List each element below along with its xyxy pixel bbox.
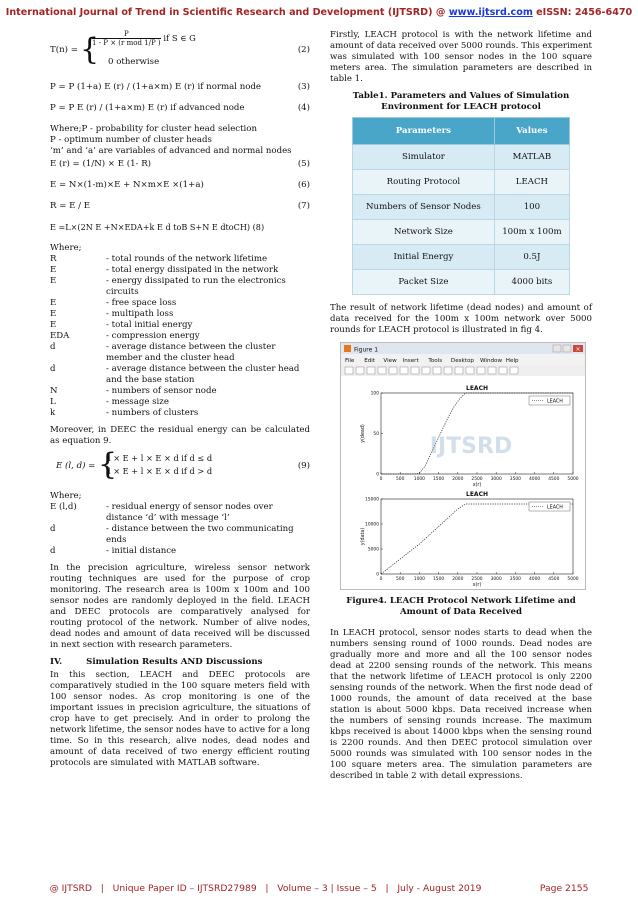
definition-list-2 [50, 502, 310, 557]
legend-entry: LEACH [547, 399, 563, 405]
eq9-brace: { [98, 447, 118, 482]
def-key: R [50, 254, 57, 264]
where-label: Where; [50, 243, 82, 253]
eq9-line1: l × E + l × E × d if d ≤ d [108, 453, 213, 463]
result-paragraph: The result of network lifetime (dead nodes) and amount of data received for the 100m x 100m network over 5000 rounds for LEACH protocol is illustrated in fig 4. [330, 303, 592, 335]
definition-row [50, 320, 310, 331]
table-caption: Table1. Parameters and Values of Simulation Environment for LEACH protocol [352, 91, 570, 112]
page-number: Page 2155 [539, 883, 589, 894]
eq2-num: P [92, 30, 161, 39]
menu-bar [341, 354, 585, 365]
def-key: E [50, 265, 57, 275]
eq4-number: (4) [297, 103, 310, 113]
y-tick-label: 15000 [365, 497, 379, 503]
eq9-number: (9) [297, 461, 310, 471]
save-icon[interactable] [367, 367, 375, 374]
plot-title: LEACH [466, 491, 488, 498]
def-value: - distance between the two communicating ends [106, 524, 294, 545]
table-cell: 100 [494, 195, 569, 220]
zoom-in-icon[interactable] [400, 367, 408, 374]
plot-title: LEACH [466, 385, 488, 392]
table-row [353, 220, 570, 245]
equation-7 [50, 201, 310, 212]
def-key: d [50, 364, 56, 374]
definition-row [50, 386, 310, 397]
journal-url-link[interactable]: www.ijtsrd.com [448, 7, 533, 18]
table-header-row [353, 118, 570, 145]
eq3-text: P = P (1+a) E (r) / (1+a×m) E (r) if normal node [50, 82, 262, 92]
eq2-den: 1 - P × (r mod 1/P ) [92, 39, 161, 47]
eq2-cond: if S ∈ G [163, 33, 196, 43]
deec-intro: Moreover, in DEEC the residual energy can be calculated as equation 9. [50, 425, 310, 446]
def-key: EDA [50, 331, 70, 341]
def-key: k [50, 408, 56, 418]
precision-paragraph: In the precision agriculture, wireless sensor network routing techniques are used for the purpose of crop monitoring. The research area is 100m x 100m and 100 sensor nodes are randomly deployed in the field. LEACH and DEEC protocols are comparatively analysed for routing protocol of the network. Number of alive nodes, dead nodes and amount of data received will be discussed in next section with research parameters. [50, 563, 310, 650]
x-tick-label: 2000 [452, 577, 464, 582]
eq5-text: E (r) = (1/N) × E (1- R) [50, 159, 152, 169]
eq7-text: R = E / E [50, 201, 91, 211]
y-tick-label: 0 [376, 572, 379, 578]
pan-icon[interactable] [422, 367, 430, 374]
def-key: L [50, 397, 56, 407]
table-cell: Routing Protocol [353, 170, 495, 195]
table-cell: LEACH [494, 170, 569, 195]
eq7-number: (7) [297, 201, 310, 211]
plot-tools-icon[interactable] [510, 367, 518, 374]
menu-item[interactable]: Insert [402, 358, 419, 364]
x-tick-label: 5000 [567, 477, 579, 482]
def-key: d [50, 342, 56, 352]
rotate-icon[interactable] [433, 367, 441, 374]
brush-icon[interactable] [455, 367, 463, 374]
journal-issn: eISSN: 2456-6470 [532, 7, 633, 18]
pointer-icon[interactable] [389, 367, 397, 374]
def-value: - message size [106, 397, 169, 407]
eq2-brace: { [80, 32, 100, 67]
x-tick-label: 4000 [529, 477, 541, 482]
new-file-icon[interactable] [345, 367, 353, 374]
def-value: - free space loss [106, 298, 177, 308]
section-paragraph: In this section, LEACH and DEEC protocols are comparatively studied in the 100 square meters field with 100 sensor nodes. As crop monitoring is one of the important issues in precision agriculture, the situations of crop have to get precisely. And in order to prolong the network lifetime, the sensor nodes have to active for a long time. So in this research, alive nodes, dead nodes and amount of data received of two energy efficient routing protocols are simulated with MATLAB software. [50, 670, 310, 768]
def-key: E [50, 309, 57, 319]
def-key: E (l,d) [50, 502, 77, 512]
equation-8 [50, 222, 310, 233]
colorbar-icon[interactable] [477, 367, 485, 374]
parameters-table [352, 117, 570, 295]
table-cell: 4000 bits [494, 270, 569, 295]
journal-name: International Journal of Trend in Scientific Research and Development (IJTSRD) [5, 7, 433, 18]
where-line: Where;P - probability for cluster head selection [50, 124, 257, 134]
y-axis-label: y(dead) [361, 424, 366, 443]
def-key: N [50, 386, 58, 396]
definition-row [50, 254, 310, 265]
discussion-paragraph: In LEACH protocol, sensor nodes starts to dead when the numbers sensing round of 1000 rounds. Dead nodes are gradually more and more and all the 100 sensor nodes dead at 2200 sensing rounds of the network. This means that the network lifetime of LEACH protocol is only 2200 sensing rounds of the network. When the first node dead of 1000 rounds, the amount of data received at the base station is about 5000 kbps. Data received increase when the numbers of sensing rounds increase. The maximum kbps received is about 14000 kbps when the sensing round is 2200 rounds. And then DEEC protocol simulation over 5000 rounds was simulated with 100 sensor nodes in the 100 square meters area. The simulation parameters are described in table 2 with detail expressions. [330, 628, 592, 781]
matlab-figure-svg [341, 343, 585, 589]
menu-item[interactable]: Help [505, 358, 519, 364]
eq2-lhs: T(n) = [50, 45, 78, 55]
x-axis-label: x(r) [472, 583, 482, 588]
def-value: - residual energy of sensor nodes over distance ‘d’ with message ‘l’ [106, 502, 273, 523]
definition-row [50, 546, 310, 557]
definition-row [50, 502, 310, 524]
def-value: - total energy dissipated in the network [106, 265, 279, 275]
print-icon[interactable] [378, 367, 386, 374]
x-tick-label: 4000 [529, 577, 541, 582]
equation-3 [50, 82, 310, 93]
definition-row [50, 309, 310, 320]
footer-text: @ IJTSRD | Unique Paper ID – IJTSRD27989 | Volume – 3 | Issue – 5 | July - August 2019 [49, 883, 482, 894]
definition-row [50, 524, 310, 546]
maximize-button[interactable] [563, 345, 571, 352]
def-key: E [50, 276, 57, 286]
close-icon: × [575, 346, 581, 353]
where-line: P - optimum number of cluster heads [50, 135, 212, 145]
def-value: - total initial energy [106, 320, 193, 330]
table-cell: 0.5J [494, 245, 569, 270]
table-cell: Network Size [353, 220, 495, 245]
def-value: - average distance between the cluster member and the cluster head [106, 342, 276, 363]
eq4-text: P = P E (r) / (1+a×m) E (r) if advanced node [50, 103, 245, 113]
definition-row [50, 331, 310, 342]
y-tick-label: 100 [370, 391, 379, 397]
table-row [353, 170, 570, 195]
matlab-logo-icon [344, 345, 351, 352]
minimize-button[interactable] [553, 345, 561, 352]
eq6-text: E = N×(1-m)×E + N×m×E ×(1+a) [50, 180, 204, 190]
menu-item[interactable]: View [383, 358, 397, 364]
x-tick-label: 4500 [548, 477, 560, 482]
table-cell: 100m x 100m [494, 220, 569, 245]
table-cell: MATLAB [494, 145, 569, 170]
table-cell: Numbers of Sensor Nodes [353, 195, 495, 220]
definition-row [50, 276, 310, 298]
eq2-fraction [92, 30, 196, 47]
where-line: ‘m’ and ‘a’ are variables of advanced and normal nodes [50, 146, 292, 156]
menu-item[interactable]: Desktop [450, 358, 474, 364]
legend-entry: LEACH [547, 505, 563, 511]
menu-item[interactable]: Window [480, 358, 503, 364]
def-key: E [50, 298, 57, 308]
equation-6 [50, 180, 310, 191]
section-heading: IV. Simulation Results AND Discussions [50, 657, 263, 667]
legend-icon[interactable] [488, 367, 496, 374]
where-block [50, 124, 310, 157]
x-tick-label: 2500 [471, 577, 483, 582]
menu-item[interactable]: File [345, 358, 355, 364]
table-row [353, 270, 570, 295]
definition-row [50, 397, 310, 408]
x-tick-label: 1000 [413, 577, 425, 582]
y-tick-label: 0 [376, 472, 379, 478]
eq5-number: (5) [297, 159, 310, 169]
grid-icon[interactable] [499, 367, 507, 374]
def-value: - numbers of clusters [106, 408, 199, 418]
x-tick-label: 2000 [452, 477, 464, 482]
watermark-text: IJTSRD [429, 434, 513, 459]
figure-caption: Figure4. LEACH Protocol Network Lifetime and Amount of Data Received [346, 596, 576, 617]
equation-4 [50, 103, 310, 114]
x-tick-label: 5000 [567, 577, 579, 582]
left-column [50, 30, 310, 775]
x-axis-label: x(r) [472, 483, 482, 488]
def-value: - average distance between the cluster head and the base station [106, 364, 300, 385]
table-cell: Packet Size [353, 270, 495, 295]
definition-list [50, 254, 310, 419]
y-tick-label: 50 [373, 432, 379, 437]
eq9-lhs: E (l, d) = [56, 461, 96, 471]
eq8-text: E =L×(2N E +N×EDA+k E d toB S+N E dtoCH) (8) [50, 222, 265, 232]
x-tick-label: 0 [379, 477, 383, 482]
x-tick-label: 1500 [433, 577, 445, 582]
link-icon[interactable] [466, 367, 474, 374]
def-key: d [50, 546, 56, 556]
definition-row [50, 342, 310, 364]
x-tick-label: 3000 [490, 477, 502, 482]
table-row [353, 195, 570, 220]
def-value: - total rounds of the network lifetime [106, 254, 268, 264]
window-title: Figure 1 [354, 346, 379, 354]
right-column [330, 30, 592, 788]
eq2-frac [92, 30, 161, 47]
equation-9 [50, 447, 310, 482]
definition-row [50, 408, 310, 419]
y-axis-label: y(data) [361, 527, 366, 546]
datacursor-icon[interactable] [444, 367, 452, 374]
def-value: - initial distance [106, 546, 177, 556]
table-cell: Simulator [353, 145, 495, 170]
x-tick-label: 3000 [490, 577, 502, 582]
x-tick-label: 3500 [509, 477, 521, 482]
open-icon[interactable] [356, 367, 364, 374]
definition-row [50, 364, 310, 386]
x-tick-label: 500 [396, 577, 405, 582]
eq3-number: (3) [297, 82, 310, 92]
def-value: - multipath loss [106, 309, 174, 319]
eq6-number: (6) [297, 180, 310, 190]
x-tick-label: 1000 [413, 477, 425, 482]
def-key: E [50, 320, 57, 330]
menu-item[interactable]: Tools [428, 358, 443, 364]
menu-item[interactable]: Edit [364, 358, 376, 364]
equation-5 [50, 159, 310, 170]
eq2-number: (2) [297, 45, 310, 55]
zoom-out-icon[interactable] [411, 367, 419, 374]
x-tick-label: 500 [396, 477, 405, 482]
eq9-line2: l × E + l × E × d if d > d [108, 466, 213, 476]
table-row [353, 245, 570, 270]
equation-2 [50, 30, 310, 72]
table-row [353, 145, 570, 170]
y-tick-label: 10000 [365, 522, 379, 528]
x-tick-label: 0 [379, 577, 383, 582]
definition-row [50, 265, 310, 276]
def-value: - energy dissipated to run the electronics circuits [106, 276, 286, 297]
x-tick-label: 4500 [548, 577, 560, 582]
table-header-cell: Parameters [353, 118, 495, 145]
def-value: - numbers of sensor node [106, 386, 217, 396]
first-paragraph: Firstly, LEACH protocol is with the network lifetime and amount of data received over 5000 rounds. This experiment was simulated with 100 sensor nodes in the 100 square meters area. The simulation parameters are described in table 1. [330, 30, 592, 84]
table-header-cell: Values [494, 118, 569, 145]
definition-row [50, 298, 310, 309]
eq2-otherwise: 0 otherwise [108, 57, 160, 67]
header-at: @ [432, 7, 449, 18]
matlab-figure-window [340, 342, 586, 590]
def-key: d [50, 524, 56, 534]
def-value: - compression energy [106, 331, 200, 341]
x-tick-label: 3500 [509, 577, 521, 582]
x-tick-label: 2500 [471, 477, 483, 482]
table-cell: Initial Energy [353, 245, 495, 270]
page-footer [0, 883, 638, 894]
journal-header [0, 7, 638, 18]
y-tick-label: 5000 [367, 547, 379, 553]
where2-label: Where; [50, 491, 82, 501]
x-tick-label: 1500 [433, 477, 445, 482]
